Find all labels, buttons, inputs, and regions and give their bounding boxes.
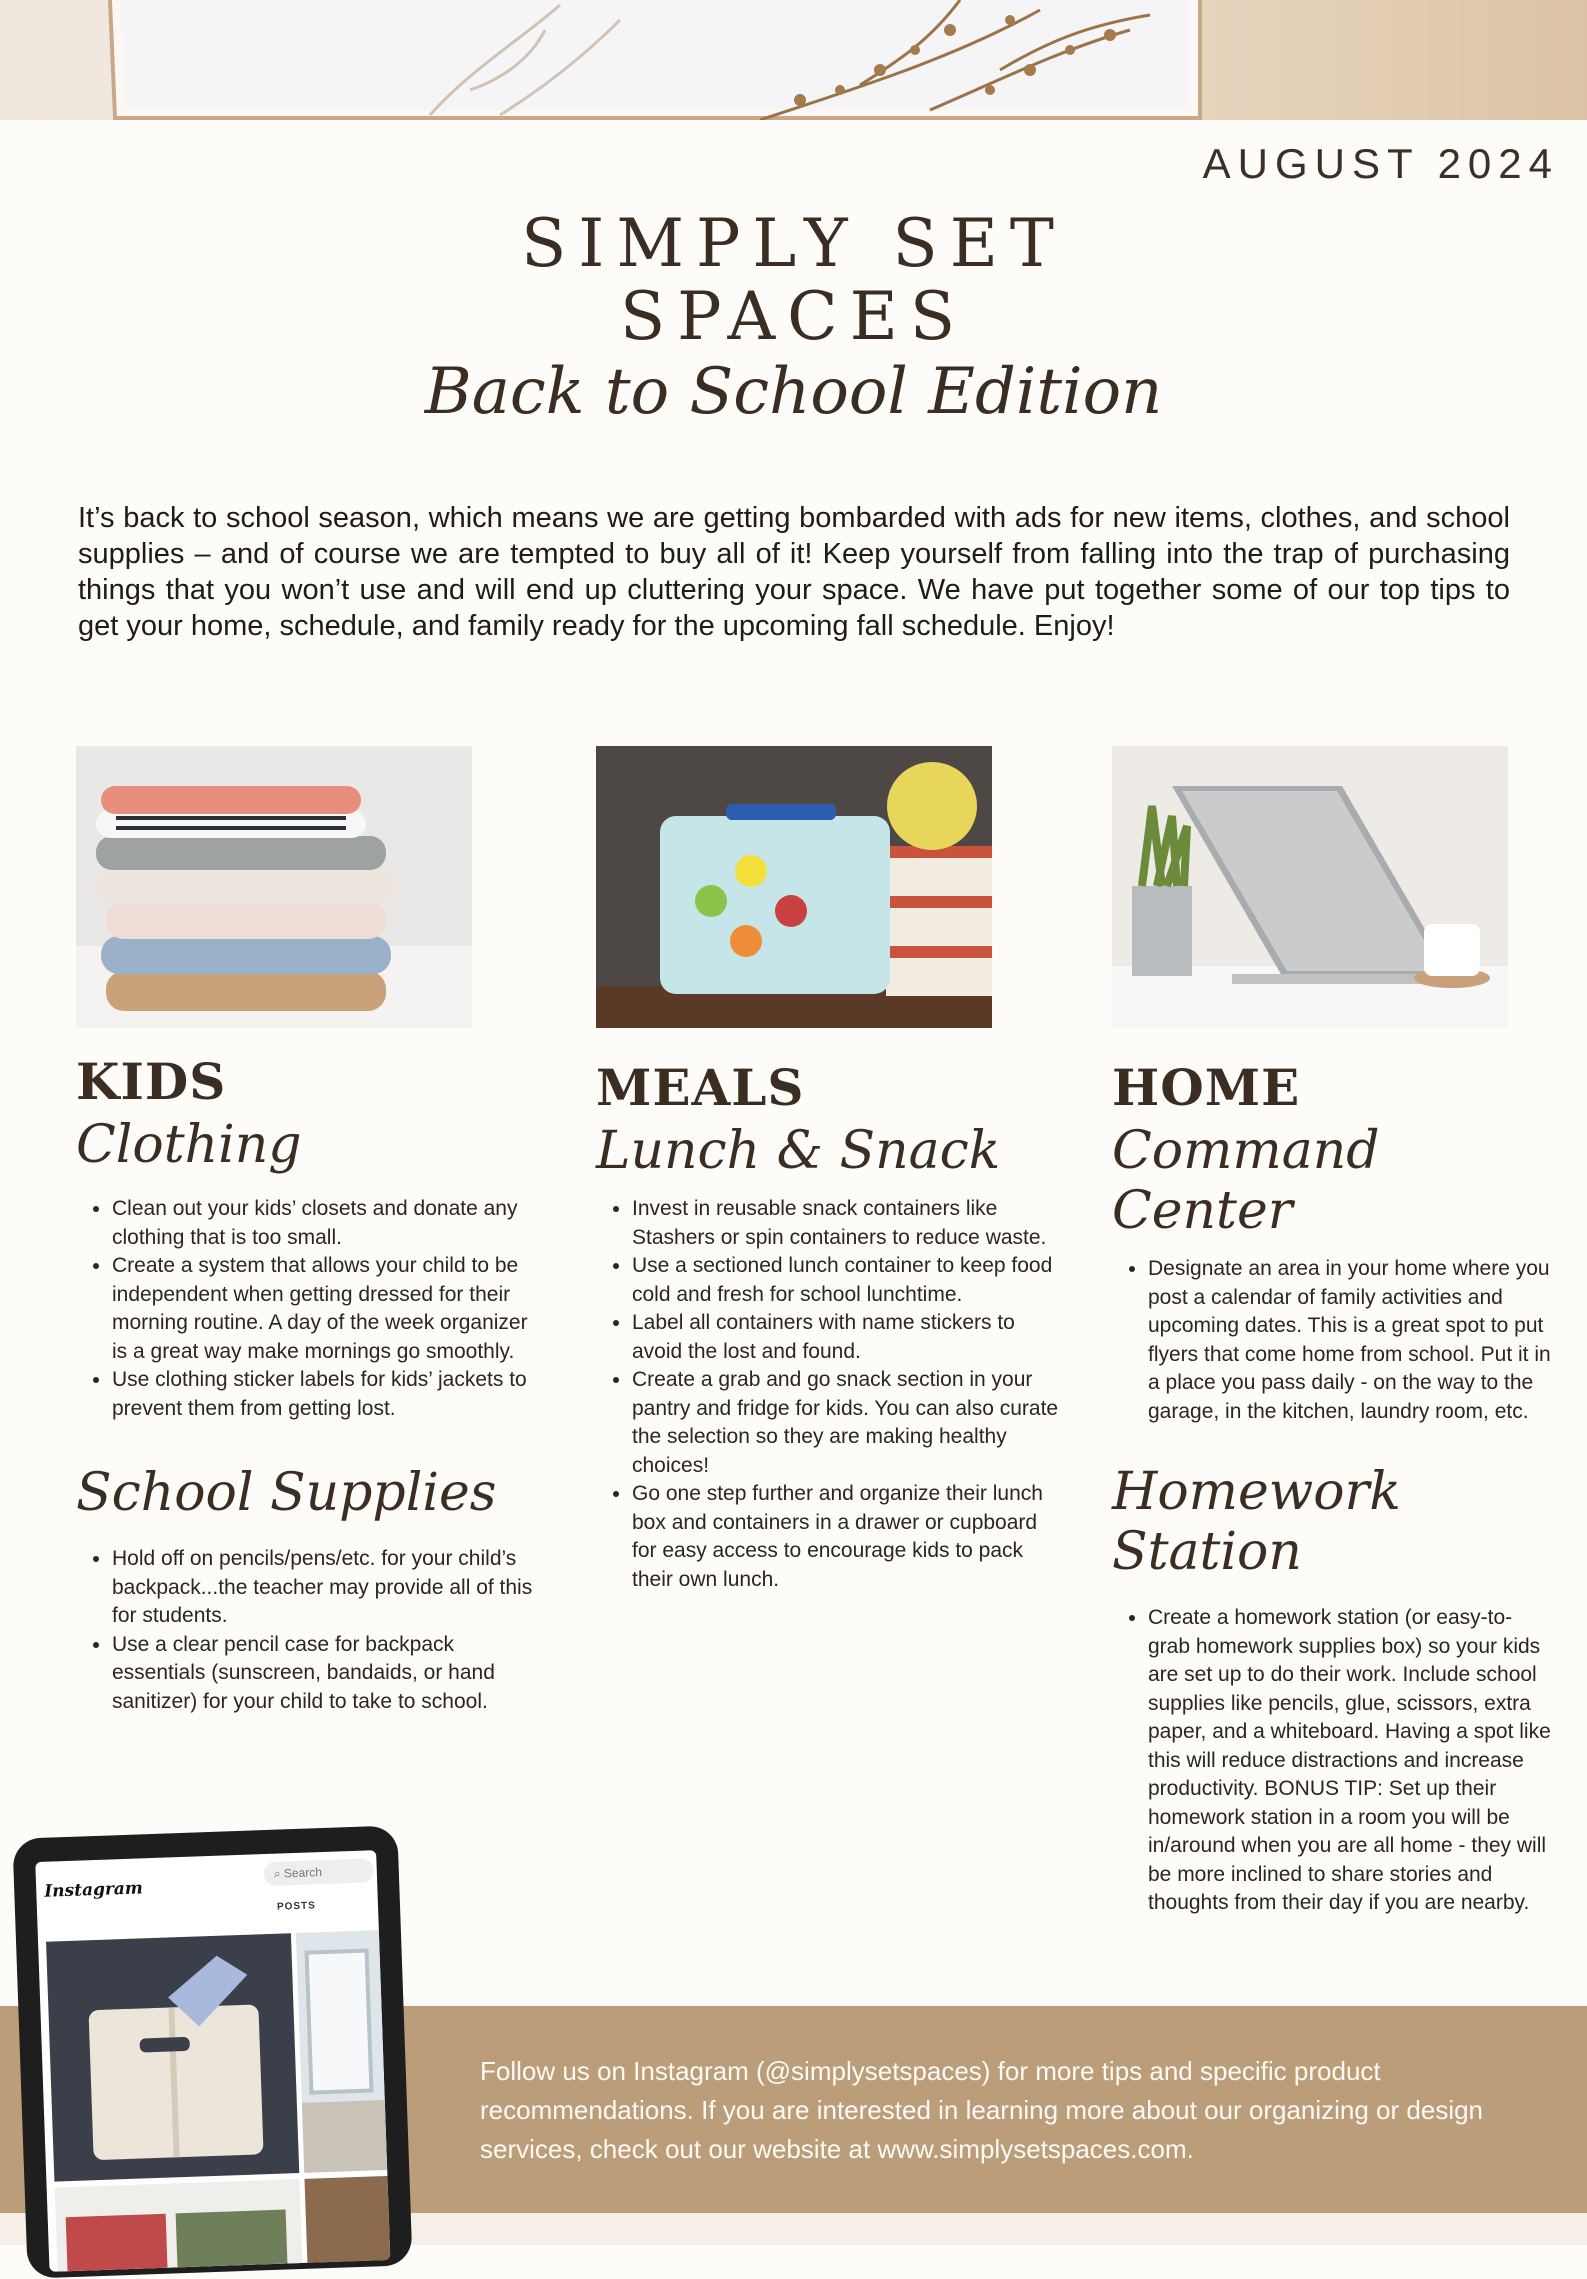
- list-item: • Hold off on pencils/pens/etc. for your child’s backpack...the teacher may provide all of this for students.: [112, 1545, 546, 1631]
- laptop-desk-photo: [1112, 746, 1508, 1028]
- list-item: • Use clothing sticker labels for kids’ jackets to prevent them from getting lost.: [112, 1366, 546, 1423]
- search-icon: ⌕: [273, 1866, 281, 1881]
- list-item: • Label all containers with name stickers to avoid the lost and found.: [632, 1309, 1066, 1366]
- meals-heading: MEALS: [596, 1058, 805, 1117]
- post-thumbnail[interactable]: [296, 1930, 387, 2173]
- tablet-mockup: [12, 1825, 412, 2278]
- page-subtitle: Back to School Edition: [424, 355, 1163, 429]
- command-center-tip-list: [1112, 1255, 1552, 1426]
- kids-column: [76, 1052, 546, 1716]
- post-thumbnail[interactable]: [46, 1933, 299, 2181]
- post-thumbnail[interactable]: [304, 2176, 390, 2269]
- list-item: • Use a sectioned lunch container to keep food cold and fresh for school lunchtime.: [632, 1252, 1066, 1309]
- dried-flowers-illustration: [0, 0, 1587, 120]
- home-heading: HOME: [1112, 1058, 1301, 1117]
- homework-station-tip-list: [1112, 1604, 1552, 1918]
- organizer-bin-image: [46, 1933, 299, 2181]
- instagram-search-box[interactable]: [263, 1858, 374, 1886]
- page-title-line1: SIMPLY SET: [521, 205, 1066, 282]
- header-banner-image: [0, 0, 1587, 120]
- footer-text: Follow us on Instagram (@simplysetspaces) for more tips and specific product recommendations. If you are interested in learning more about our organizing or design services, check out our website at www.simplysetspaces.com.: [480, 2056, 1484, 2164]
- folded-clothes-bins-image: [55, 2179, 303, 2272]
- list-item: • Clean out your kids’ closets and donate any clothing that is too small.: [112, 1195, 546, 1252]
- school-supplies-subheading: School Supplies: [76, 1463, 497, 1523]
- list-item: • Use a clear pencil case for backpack essentials (sunscreen, bandaids, or hand sanitizer) for your child to take to school.: [112, 1631, 546, 1717]
- instagram-logo: Instagram: [43, 1878, 144, 1902]
- command-center-subheading: Command Center: [1112, 1121, 1380, 1241]
- post-thumbnail[interactable]: [55, 2179, 303, 2272]
- list-item: • Create a grab and go snack section in your pantry and fridge for kids. You can also curate the selection so they are making healthy choices!: [632, 1366, 1066, 1480]
- meals-column: [596, 1058, 1066, 1594]
- list-item: • Create a homework station (or easy-to-grab homework supplies box) so your kids are set up to do their work. Include school supplies like pencils, glue, scissors, extra paper, and a whiteboard. Having a spot like this will reduce distractions and increase productivity. BONUS TIP: Set up their homework station in a room you will be in/around when you are all home - they will be more inclined to share stories and thoughts from their day if you are nearby.: [1148, 1604, 1552, 1918]
- list-item: • Designate an area in your home where you post a calendar of family activities and upcoming dates. This is a great spot to put flyers that come home from school. Put it in a place you pass daily - on the way to the garage, in the kitchen, laundry room, etc.: [1148, 1255, 1552, 1426]
- school-supplies-tip-list: [76, 1545, 546, 1716]
- homework-station-subheading: Homework Station: [1112, 1462, 1401, 1582]
- intro-paragraph: It’s back to school season, which means we are getting bombarded with ads for new items, clothes, and school supplies – and of course we are tempted to buy all of it! Keep yourself from falling into the trap of purchasing things that you won’t use and will end up cluttering your space. We have put together some of our top tips to get your home, schedule, and family ready for the upcoming fall schedule. Enjoy!: [78, 502, 1510, 642]
- lunch-snack-tip-list: [596, 1195, 1066, 1594]
- kids-heading: KIDS: [76, 1052, 227, 1111]
- list-item: • Create a system that allows your child to be independent when getting dressed for their morning routine. A day of the week organizer is a great way make mornings go smoothly.: [112, 1252, 546, 1366]
- page-title-line2: SPACES: [619, 278, 968, 355]
- list-item: • Invest in reusable snack containers like Stashers or spin containers to reduce waste.: [632, 1195, 1066, 1252]
- issue-date: AUGUST 2024: [1202, 140, 1559, 187]
- search-placeholder: Search: [283, 1865, 323, 1881]
- list-item: • Go one step further and organize their lunch box and containers in a drawer or cupboard for easy access to encourage kids to pack their own lunch.: [632, 1480, 1066, 1594]
- clothing-tip-list: [76, 1195, 546, 1423]
- folded-clothes-photo: [76, 746, 472, 1028]
- posts-tab[interactable]: POSTS: [276, 1900, 317, 1913]
- lunchbox-photo: [596, 746, 992, 1028]
- instagram-screen: [35, 1850, 390, 2272]
- clothing-subheading: Clothing: [76, 1115, 302, 1175]
- home-column: [1112, 1058, 1552, 1918]
- lunch-snack-subheading: Lunch & Snack: [596, 1121, 1001, 1181]
- window-room-image: [296, 1930, 387, 2173]
